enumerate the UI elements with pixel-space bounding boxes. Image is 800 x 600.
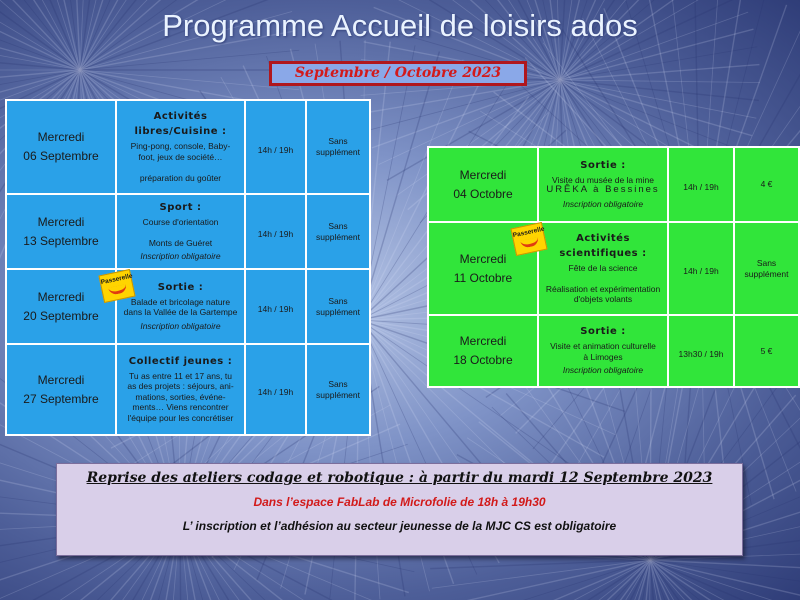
price-cell bbox=[306, 194, 370, 269]
date-cell bbox=[428, 147, 538, 222]
time-cell bbox=[245, 100, 306, 194]
price-text: Sans bbox=[756, 257, 777, 268]
activity-heading: libres/Cuisine : bbox=[134, 126, 227, 137]
date-text: Mercredi bbox=[37, 372, 85, 387]
time-cell bbox=[668, 222, 734, 315]
date-text: Mercredi bbox=[459, 334, 507, 348]
activity-heading: Collectif jeunes : bbox=[128, 355, 233, 367]
time-cell bbox=[668, 315, 734, 387]
activity-description: mations, sorties, événe- bbox=[135, 391, 226, 402]
activity-cell bbox=[538, 315, 668, 387]
activity-description bbox=[120, 162, 241, 173]
date-text: Mercredi bbox=[37, 214, 85, 229]
activity-description: Monts de Guéret bbox=[148, 237, 213, 248]
time-text: 13h30 / 19h bbox=[678, 348, 724, 359]
activity-cell bbox=[116, 100, 245, 194]
date-text: Mercredi bbox=[37, 289, 85, 304]
activity-description: d'objets volants bbox=[573, 294, 633, 304]
activity-cell bbox=[512, 222, 668, 315]
activity-description: Tu as entre 11 et 17 ans, tu bbox=[128, 370, 232, 381]
september-schedule-table bbox=[5, 99, 371, 436]
time-text: 14h / 19h bbox=[257, 387, 294, 397]
time-text: 14h / 19h bbox=[683, 266, 719, 276]
september-row bbox=[6, 269, 370, 344]
date-text: 06 Septembre bbox=[23, 149, 99, 163]
price-text: Sans bbox=[328, 378, 348, 389]
price-cell bbox=[734, 147, 799, 222]
background-filament bbox=[560, 80, 759, 100]
activity-heading: Sortie : bbox=[157, 281, 204, 293]
date-cell bbox=[6, 100, 116, 194]
time-cell bbox=[245, 344, 306, 435]
activity-description bbox=[542, 273, 664, 284]
time-text: 14h / 19h bbox=[257, 144, 294, 155]
price-text: Sans bbox=[328, 220, 348, 231]
date-text: 18 Octobre bbox=[453, 353, 513, 367]
activity-heading: Activités bbox=[576, 232, 630, 244]
activity-description: Réalisation et expérimentation bbox=[545, 283, 661, 294]
activity-description: l'équipe pour les concrétiser bbox=[127, 412, 234, 423]
time-text: 14h / 19h bbox=[257, 229, 294, 239]
price-cell bbox=[306, 269, 370, 344]
activity-description: Balade et bricolage nature bbox=[130, 296, 231, 307]
badge-label: Passerelle bbox=[512, 225, 546, 240]
activity-description: Visite du musée de la mine bbox=[552, 174, 654, 185]
activity-heading: Sport : bbox=[159, 201, 202, 213]
badge-logo-icon bbox=[520, 237, 539, 249]
activity-description: dans la Vallée de la Gartempe bbox=[123, 307, 238, 318]
activity-cell bbox=[100, 269, 245, 344]
price-text: supplément bbox=[316, 389, 360, 400]
price-text: supplément bbox=[744, 268, 789, 279]
activity-description: foot, jeux de société… bbox=[138, 151, 223, 162]
price-cell bbox=[734, 222, 799, 315]
notice-registration: L’ inscription et l’adhésion au secteur jeunesse de la MJC CS est obligatoire bbox=[182, 519, 617, 533]
activity-heading: Sortie : bbox=[580, 326, 626, 338]
background-filament bbox=[560, 80, 760, 83]
september-row bbox=[6, 194, 370, 269]
activity-heading: Activités bbox=[153, 111, 208, 122]
notice-headline: Reprise des ateliers codage et robotique : à partir du mardi 12 Septembre 2023 bbox=[86, 470, 713, 486]
price-text: Sans bbox=[328, 136, 348, 146]
museum-name: URÊKA à Bessines bbox=[546, 184, 660, 196]
october-row bbox=[428, 222, 799, 315]
price-cell bbox=[306, 100, 370, 194]
date-text: 20 Septembre bbox=[23, 308, 99, 323]
activity-cell bbox=[538, 147, 668, 222]
period-banner: Septembre / Octobre 2023 bbox=[269, 61, 527, 86]
activity-description: préparation du goûter bbox=[139, 172, 222, 183]
activity-heading: Sortie : bbox=[580, 159, 626, 171]
date-text: 13 Septembre bbox=[23, 233, 99, 248]
price-text: supplément bbox=[316, 306, 360, 317]
activity-description: Course d'orientation bbox=[142, 216, 219, 227]
date-cell bbox=[428, 315, 538, 387]
activity-heading: scientifiques : bbox=[559, 247, 647, 259]
september-row bbox=[6, 100, 370, 194]
time-text: 14h / 19h bbox=[683, 182, 719, 192]
date-cell bbox=[6, 194, 116, 269]
background-filament bbox=[80, 50, 299, 70]
activity-description: Fête de la science bbox=[568, 262, 638, 273]
date-cell bbox=[6, 344, 116, 435]
date-text: 04 Octobre bbox=[453, 186, 513, 201]
notice-location: Dans l’espace FabLab de Microfolie de 18h à 19h30 bbox=[253, 495, 546, 509]
september-row bbox=[6, 344, 370, 435]
price-text: Sans bbox=[328, 295, 348, 306]
price-text: supplément bbox=[316, 147, 360, 157]
time-cell bbox=[245, 194, 306, 269]
date-text: 27 Septembre bbox=[23, 391, 99, 406]
october-row bbox=[428, 315, 799, 387]
date-text: Mercredi bbox=[459, 167, 507, 182]
page-title: Programme Accueil de loisirs ados bbox=[162, 8, 638, 43]
activity-description: à Limoges bbox=[583, 351, 623, 362]
robotics-workshop-notice bbox=[56, 463, 743, 556]
price-text: 4 € bbox=[760, 179, 773, 189]
registration-note: Inscription obligatoire bbox=[562, 365, 644, 376]
activity-description: as des projets : séjours, ani- bbox=[127, 381, 234, 392]
time-cell bbox=[245, 269, 306, 344]
price-cell bbox=[306, 344, 370, 435]
price-text: 5 € bbox=[760, 345, 773, 356]
activity-cell bbox=[116, 194, 245, 269]
badge-label: Passerelle bbox=[100, 272, 134, 287]
october-row bbox=[428, 147, 799, 222]
registration-note: Inscription obligatoire bbox=[140, 320, 221, 331]
october-schedule-table bbox=[427, 146, 800, 388]
activity-description bbox=[120, 227, 241, 238]
time-cell bbox=[668, 147, 734, 222]
badge-logo-icon bbox=[108, 284, 127, 296]
activity-description: ments… Viens rencontrer bbox=[132, 402, 229, 413]
background-filament bbox=[80, 70, 299, 90]
price-cell bbox=[734, 315, 799, 387]
activity-cell bbox=[116, 344, 245, 435]
date-text: Mercredi bbox=[37, 130, 85, 144]
registration-note: Inscription obligatoire bbox=[140, 251, 221, 261]
date-text: 11 Octobre bbox=[453, 270, 513, 285]
activity-description: Visite et animation culturelle bbox=[550, 341, 656, 352]
date-text: Mercredi bbox=[459, 251, 507, 266]
time-text: 14h / 19h bbox=[257, 304, 294, 314]
price-text: supplément bbox=[316, 231, 360, 242]
activity-description: Ping-pong, console, Baby- bbox=[130, 141, 231, 151]
registration-note: Inscription obligatoire bbox=[562, 198, 644, 209]
